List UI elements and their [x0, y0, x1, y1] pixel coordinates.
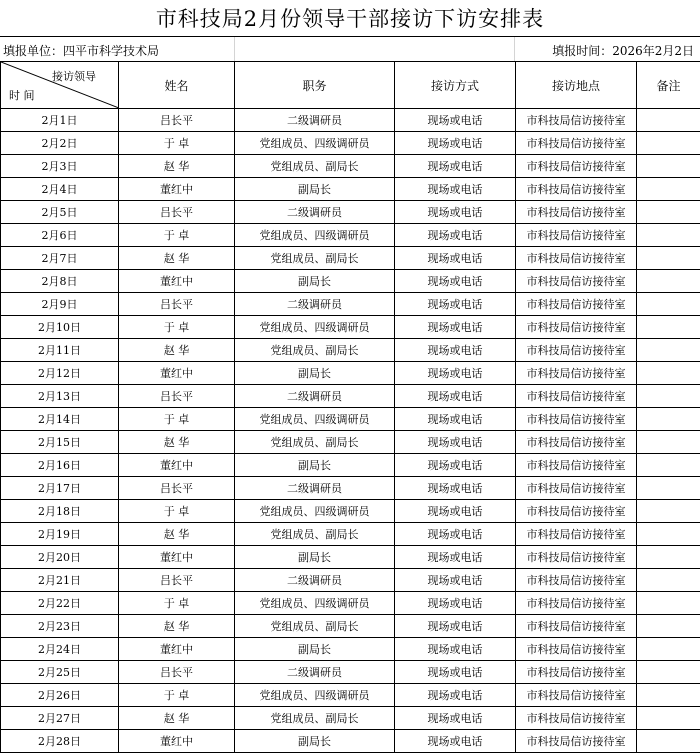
- cell-method: 现场或电话: [395, 132, 516, 155]
- cell-remark: [637, 684, 700, 707]
- cell-location: 市科技局信访接待室: [516, 270, 637, 293]
- cell-method: 现场或电话: [395, 523, 516, 546]
- cell-position: 党组成员、副局长: [235, 615, 395, 638]
- cell-name: 董红中: [119, 638, 235, 661]
- cell-date: 2月17日: [1, 477, 119, 500]
- cell-position: 党组成员、副局长: [235, 339, 395, 362]
- cell-method: 现场或电话: [395, 201, 516, 224]
- table-row: [1, 293, 700, 316]
- cell-name: 赵 华: [119, 707, 235, 730]
- cell-date: 2月1日: [1, 109, 119, 132]
- cell-position: 党组成员、四级调研员: [235, 132, 395, 155]
- cell-location: 市科技局信访接待室: [516, 316, 637, 339]
- cell-name: 于 卓: [119, 224, 235, 247]
- cell-position: 副局长: [235, 270, 395, 293]
- cell-remark: [637, 339, 700, 362]
- date-label: 填报时间：2026年2月2日: [552, 44, 694, 58]
- table-row: [1, 155, 700, 178]
- cell-location: 市科技局信访接待室: [516, 477, 637, 500]
- cell-location: 市科技局信访接待室: [516, 155, 637, 178]
- cell-name: 于 卓: [119, 316, 235, 339]
- cell-position: 副局长: [235, 362, 395, 385]
- cell-position: 二级调研员: [235, 201, 395, 224]
- diagonal-header-cell: [1, 62, 119, 109]
- cell-location: 市科技局信访接待室: [516, 109, 637, 132]
- cell-location: 市科技局信访接待室: [516, 661, 637, 684]
- cell-position: 二级调研员: [235, 293, 395, 316]
- cell-location: 市科技局信访接待室: [516, 546, 637, 569]
- header-method: 接访方式: [395, 62, 516, 109]
- table-row: [1, 362, 700, 385]
- cell-name: 吕长平: [119, 293, 235, 316]
- cell-name: 董红中: [119, 178, 235, 201]
- cell-remark: [637, 523, 700, 546]
- table-row: [1, 408, 700, 431]
- table-row: [1, 316, 700, 339]
- cell-location: 市科技局信访接待室: [516, 362, 637, 385]
- cell-location: 市科技局信访接待室: [516, 201, 637, 224]
- table-row: [1, 684, 700, 707]
- header-position: 职务: [235, 62, 395, 109]
- cell-method: 现场或电话: [395, 638, 516, 661]
- table-row: [1, 385, 700, 408]
- cell-date: 2月12日: [1, 362, 119, 385]
- table-row: [1, 132, 700, 155]
- cell-remark: [637, 362, 700, 385]
- cell-name: 于 卓: [119, 132, 235, 155]
- cell-position: 副局长: [235, 730, 395, 753]
- table-row: [1, 477, 700, 500]
- cell-position: 副局长: [235, 546, 395, 569]
- cell-date: 2月9日: [1, 293, 119, 316]
- cell-position: 副局长: [235, 638, 395, 661]
- cell-remark: [637, 431, 700, 454]
- cell-name: 吕长平: [119, 109, 235, 132]
- cell-name: 于 卓: [119, 592, 235, 615]
- table-body: [1, 109, 700, 753]
- table-row: [1, 270, 700, 293]
- cell-date: 2月23日: [1, 615, 119, 638]
- table-row: [1, 661, 700, 684]
- cell-name: 董红中: [119, 362, 235, 385]
- cell-position: 二级调研员: [235, 661, 395, 684]
- cell-position: 副局长: [235, 178, 395, 201]
- cell-method: 现场或电话: [395, 224, 516, 247]
- cell-method: 现场或电话: [395, 500, 516, 523]
- cell-method: 现场或电话: [395, 661, 516, 684]
- cell-location: 市科技局信访接待室: [516, 454, 637, 477]
- table-row: [1, 523, 700, 546]
- cell-name: 赵 华: [119, 431, 235, 454]
- cell-location: 市科技局信访接待室: [516, 638, 637, 661]
- page-title: 市科技局2月份领导干部接访下访安排表: [155, 7, 545, 31]
- table-row: [1, 247, 700, 270]
- cell-remark: [637, 270, 700, 293]
- cell-method: 现场或电话: [395, 316, 516, 339]
- cell-date: 2月28日: [1, 730, 119, 753]
- cell-location: 市科技局信访接待室: [516, 684, 637, 707]
- cell-location: 市科技局信访接待室: [516, 592, 637, 615]
- cell-name: 吕长平: [119, 569, 235, 592]
- cell-location: 市科技局信访接待室: [516, 500, 637, 523]
- table-row: [1, 730, 700, 753]
- cell-remark: [637, 385, 700, 408]
- cell-method: 现场或电话: [395, 546, 516, 569]
- cell-method: 现场或电话: [395, 454, 516, 477]
- cell-method: 现场或电话: [395, 293, 516, 316]
- cell-remark: [637, 454, 700, 477]
- cell-location: 市科技局信访接待室: [516, 178, 637, 201]
- grid-line: [514, 37, 515, 62]
- cell-method: 现场或电话: [395, 707, 516, 730]
- info-row: [0, 36, 700, 61]
- cell-remark: [637, 477, 700, 500]
- cell-position: 党组成员、四级调研员: [235, 408, 395, 431]
- cell-name: 赵 华: [119, 523, 235, 546]
- cell-method: 现场或电话: [395, 615, 516, 638]
- cell-date: 2月16日: [1, 454, 119, 477]
- cell-position: 党组成员、四级调研员: [235, 224, 395, 247]
- cell-position: 党组成员、四级调研员: [235, 500, 395, 523]
- cell-date: 2月6日: [1, 224, 119, 247]
- cell-remark: [637, 109, 700, 132]
- cell-remark: [637, 178, 700, 201]
- cell-position: 二级调研员: [235, 385, 395, 408]
- cell-remark: [637, 155, 700, 178]
- header-leader-label: 接访领导: [52, 70, 96, 83]
- table-row: [1, 339, 700, 362]
- cell-position: 党组成员、四级调研员: [235, 684, 395, 707]
- cell-method: 现场或电话: [395, 569, 516, 592]
- cell-remark: [637, 500, 700, 523]
- header-name: 姓名: [119, 62, 235, 109]
- cell-date: 2月13日: [1, 385, 119, 408]
- cell-name: 于 卓: [119, 408, 235, 431]
- cell-method: 现场或电话: [395, 362, 516, 385]
- cell-date: 2月5日: [1, 201, 119, 224]
- cell-date: 2月2日: [1, 132, 119, 155]
- table-row: [1, 615, 700, 638]
- cell-date: 2月8日: [1, 270, 119, 293]
- cell-position: 党组成员、副局长: [235, 155, 395, 178]
- cell-date: 2月18日: [1, 500, 119, 523]
- unit-label: 填报单位：四平市科学技术局: [3, 44, 160, 58]
- table-row: [1, 592, 700, 615]
- cell-date: 2月10日: [1, 316, 119, 339]
- table-row: [1, 224, 700, 247]
- table-row: [1, 500, 700, 523]
- cell-position: 党组成员、副局长: [235, 707, 395, 730]
- cell-date: 2月3日: [1, 155, 119, 178]
- table-row: [1, 109, 700, 132]
- cell-date: 2月4日: [1, 178, 119, 201]
- cell-method: 现场或电话: [395, 477, 516, 500]
- table-row: [1, 638, 700, 661]
- cell-remark: [637, 661, 700, 684]
- cell-date: 2月24日: [1, 638, 119, 661]
- cell-method: 现场或电话: [395, 270, 516, 293]
- cell-remark: [637, 293, 700, 316]
- cell-remark: [637, 707, 700, 730]
- cell-position: 二级调研员: [235, 477, 395, 500]
- table-row: [1, 201, 700, 224]
- cell-remark: [637, 408, 700, 431]
- cell-date: 2月25日: [1, 661, 119, 684]
- cell-name: 赵 华: [119, 339, 235, 362]
- cell-location: 市科技局信访接待室: [516, 730, 637, 753]
- cell-location: 市科技局信访接待室: [516, 132, 637, 155]
- cell-location: 市科技局信访接待室: [516, 385, 637, 408]
- cell-position: 党组成员、副局长: [235, 431, 395, 454]
- cell-location: 市科技局信访接待室: [516, 523, 637, 546]
- cell-location: 市科技局信访接待室: [516, 224, 637, 247]
- cell-remark: [637, 546, 700, 569]
- cell-date: 2月26日: [1, 684, 119, 707]
- cell-name: 吕长平: [119, 477, 235, 500]
- cell-name: 董红中: [119, 546, 235, 569]
- cell-remark: [637, 132, 700, 155]
- cell-method: 现场或电话: [395, 385, 516, 408]
- cell-method: 现场或电话: [395, 592, 516, 615]
- cell-method: 现场或电话: [395, 431, 516, 454]
- cell-method: 现场或电话: [395, 730, 516, 753]
- cell-method: 现场或电话: [395, 408, 516, 431]
- cell-date: 2月7日: [1, 247, 119, 270]
- cell-name: 董红中: [119, 270, 235, 293]
- cell-method: 现场或电话: [395, 247, 516, 270]
- cell-remark: [637, 730, 700, 753]
- cell-position: 二级调研员: [235, 569, 395, 592]
- cell-date: 2月15日: [1, 431, 119, 454]
- cell-position: 副局长: [235, 454, 395, 477]
- header-row: [1, 62, 700, 109]
- cell-name: 赵 华: [119, 247, 235, 270]
- table-row: [1, 569, 700, 592]
- cell-name: 吕长平: [119, 385, 235, 408]
- table-row: [1, 178, 700, 201]
- cell-date: 2月19日: [1, 523, 119, 546]
- cell-location: 市科技局信访接待室: [516, 707, 637, 730]
- cell-location: 市科技局信访接待室: [516, 247, 637, 270]
- cell-location: 市科技局信访接待室: [516, 431, 637, 454]
- cell-method: 现场或电话: [395, 684, 516, 707]
- cell-location: 市科技局信访接待室: [516, 408, 637, 431]
- cell-date: 2月11日: [1, 339, 119, 362]
- cell-location: 市科技局信访接待室: [516, 569, 637, 592]
- cell-name: 吕长平: [119, 201, 235, 224]
- cell-date: 2月20日: [1, 546, 119, 569]
- table-row: [1, 546, 700, 569]
- cell-location: 市科技局信访接待室: [516, 293, 637, 316]
- cell-remark: [637, 247, 700, 270]
- cell-remark: [637, 201, 700, 224]
- cell-remark: [637, 592, 700, 615]
- header-location: 接访地点: [516, 62, 637, 109]
- grid-line: [234, 37, 235, 62]
- cell-method: 现场或电话: [395, 339, 516, 362]
- cell-remark: [637, 569, 700, 592]
- table-row: [1, 454, 700, 477]
- cell-date: 2月22日: [1, 592, 119, 615]
- cell-location: 市科技局信访接待室: [516, 339, 637, 362]
- cell-method: 现场或电话: [395, 109, 516, 132]
- cell-remark: [637, 638, 700, 661]
- cell-name: 于 卓: [119, 684, 235, 707]
- cell-date: 2月27日: [1, 707, 119, 730]
- cell-method: 现场或电话: [395, 155, 516, 178]
- cell-name: 于 卓: [119, 500, 235, 523]
- cell-name: 董红中: [119, 454, 235, 477]
- cell-name: 赵 华: [119, 155, 235, 178]
- schedule-table: [0, 61, 700, 753]
- cell-position: 党组成员、副局长: [235, 247, 395, 270]
- cell-position: 党组成员、四级调研员: [235, 592, 395, 615]
- header-remark: 备注: [637, 62, 700, 109]
- cell-remark: [637, 224, 700, 247]
- cell-position: 党组成员、副局长: [235, 523, 395, 546]
- cell-name: 赵 华: [119, 615, 235, 638]
- header-time-label: 时 间: [9, 89, 35, 102]
- cell-location: 市科技局信访接待室: [516, 615, 637, 638]
- cell-name: 吕长平: [119, 661, 235, 684]
- table-row: [1, 431, 700, 454]
- cell-date: 2月21日: [1, 569, 119, 592]
- cell-method: 现场或电话: [395, 178, 516, 201]
- table-row: [1, 707, 700, 730]
- cell-position: 二级调研员: [235, 109, 395, 132]
- cell-date: 2月14日: [1, 408, 119, 431]
- cell-remark: [637, 615, 700, 638]
- cell-position: 党组成员、四级调研员: [235, 316, 395, 339]
- cell-remark: [637, 316, 700, 339]
- cell-name: 董红中: [119, 730, 235, 753]
